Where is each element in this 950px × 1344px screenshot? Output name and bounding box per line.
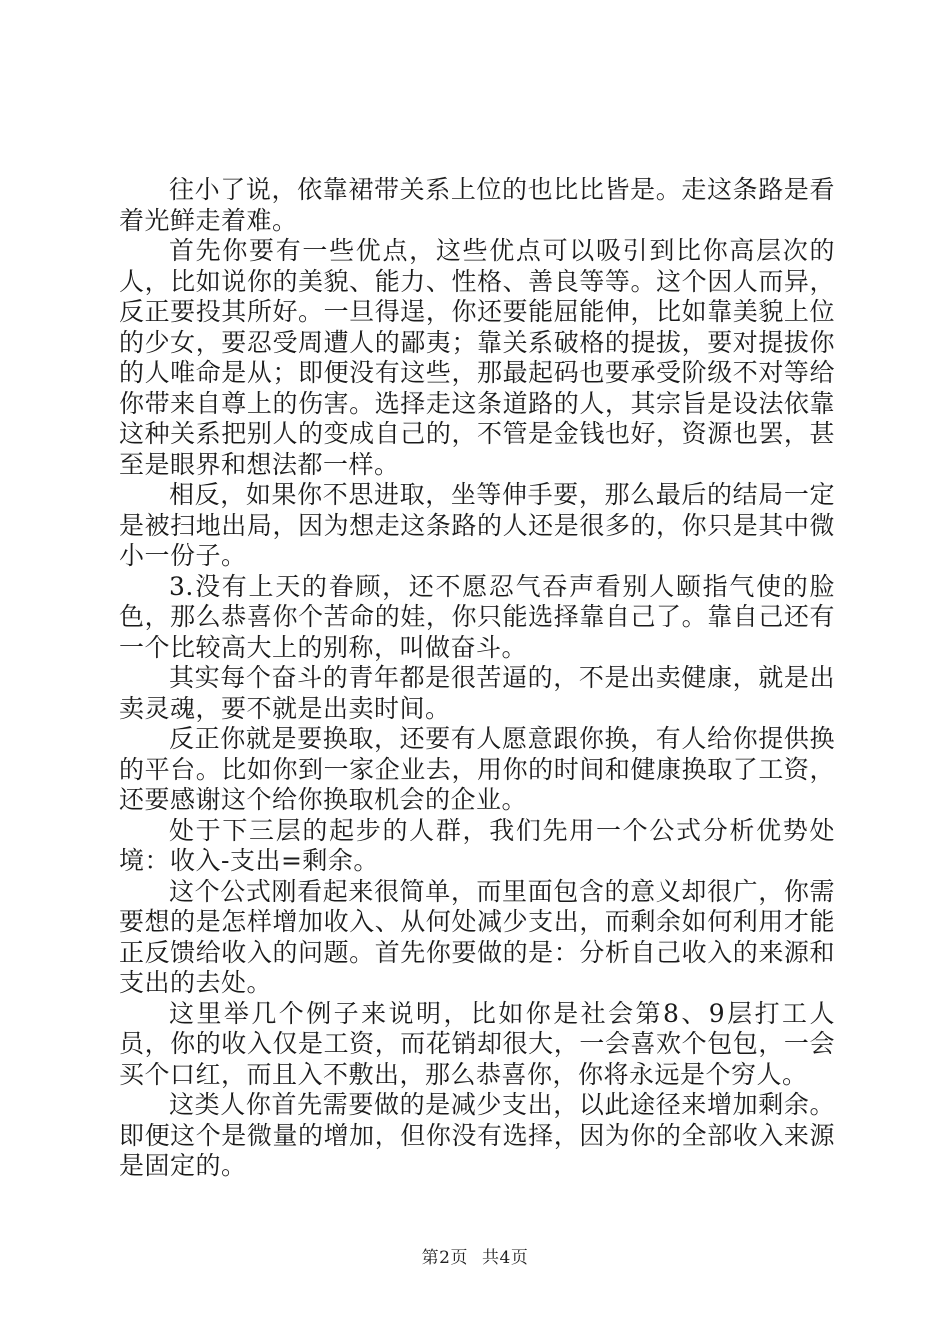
paragraph: 这个公式刚看起来很简单，而里面包含的意义却很广，你需要想的是怎样增加收入、从何处减少支出，而剩余如何利用才能正反馈给收入的问题。首先你要做的是：分析自己收入的来源和支出的去处。 — [119, 876, 835, 997]
paragraph: 3.没有上天的眷顾，还不愿忍气吞声看别人颐指气使的脸色，那么恭喜你个苦命的娃，你只能选择靠自己了。靠自己还有一个比较高大上的别称，叫做奋斗。 — [119, 571, 835, 662]
paragraph: 这里举几个例子来说明，比如你是社会第8、9层打工人员，你的收入仅是工资，而花销却很大，一会喜欢个包包，一会买个口红，而且入不敷出，那么恭喜你，你将永远是个穷人。 — [119, 998, 835, 1089]
page-number: 第2页 — [421, 1248, 468, 1268]
paragraph: 其实每个奋斗的青年都是很苦逼的，不是出卖健康，就是出卖灵魂，要不就是出卖时间。 — [119, 663, 835, 723]
page-footer — [0, 1243, 950, 1268]
page-total: 共4页 — [482, 1248, 529, 1268]
paragraph: 相反，如果你不思进取，坐等伸手要，那么最后的结局一定是被扫地出局，因为想走这条路的人还是很多的，你只是其中微小一份子。 — [119, 480, 835, 570]
paragraph: 往小了说，依靠裙带关系上位的也比比皆是。走这条路是看着光鲜走着难。 — [119, 175, 835, 235]
paragraph: 反正你就是要换取，还要有人愿意跟你换，有人给你提供换的平台。比如你到一家企业去，用你的时间和健康换取了工资，还要感谢这个给你换取机会的企业。 — [119, 724, 835, 814]
paragraph: 首先你要有一些优点，这些优点可以吸引到比你高层次的人，比如说你的美貌、能力、性格、善良等等。这个因人而异，反正要投其所好。一旦得逞，你还要能屈能伸，比如靠美貌上位的少女，要忍受周遭人的鄙夷；靠关系破格的提拔，要对提拔你的人唯命是从；即便没有这些，那最起码也要承受阶级不对等给你带来自尊上的伤害。选择走这条道路的人，其宗旨是设法依靠这种关系把别人的变成自己的，不管是金钱也好，资源也罢，甚至是眼界和想法都一样。 — [119, 236, 835, 479]
document-body — [119, 175, 835, 1182]
paragraph: 处于下三层的起步的人群，我们先用一个公式分析优势处境：收入-支出=剩余。 — [119, 815, 835, 875]
paragraph: 这类人你首先需要做的是减少支出，以此途径来增加剩余。即便这个是微量的增加，但你没有选择，因为你的全部收入来源是固定的。 — [119, 1090, 835, 1180]
